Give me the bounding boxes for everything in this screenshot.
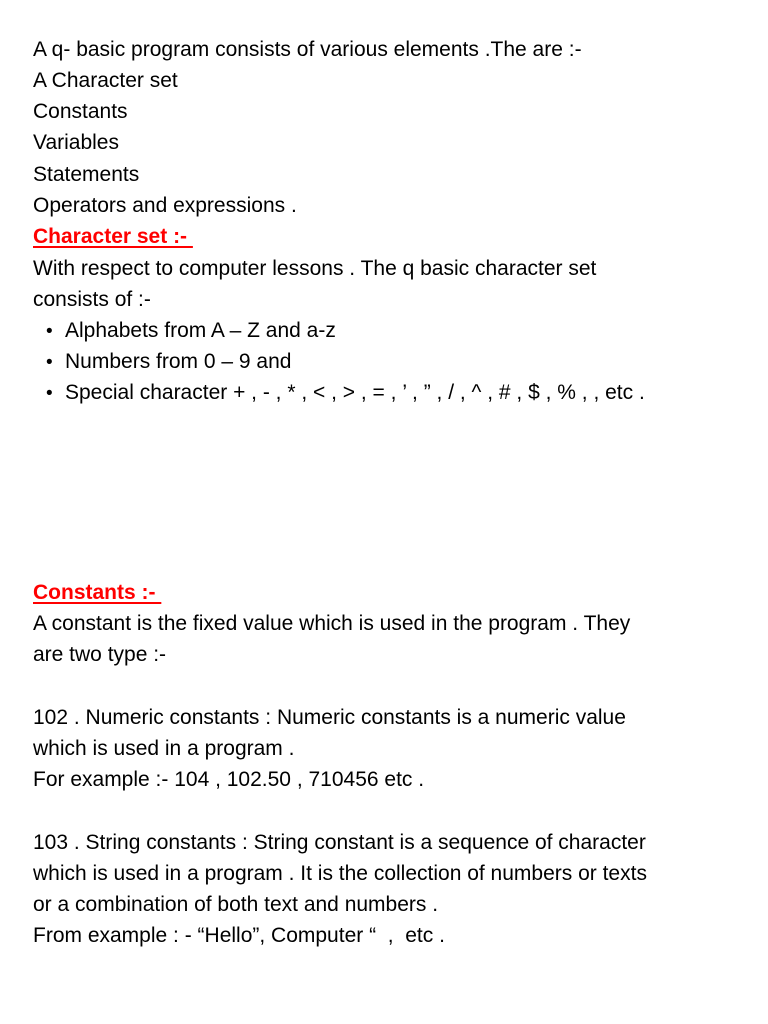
string-constants-line-3: or a combination of both text and numbers . [33, 893, 439, 916]
string-constants-line-1: 103 . String constants : String constant is a sequence of character [33, 831, 646, 854]
element-item-character-set: A Character set [33, 69, 178, 92]
bullet-item-numbers [46, 349, 291, 376]
character-set-text-line-2: consists of :- [33, 288, 151, 311]
element-item-operators: Operators and expressions . [33, 194, 297, 217]
character-set-text-line-1: With respect to computer lessons . The q basic character set [33, 257, 597, 280]
element-item-constants: Constants [33, 100, 128, 123]
bullet-item-special-characters [46, 380, 645, 407]
numeric-constants-example: For example :- 104 , 102.50 , 710456 etc . [33, 768, 425, 791]
character-set-heading: Character set :- [33, 225, 193, 248]
element-item-variables: Variables [33, 131, 119, 154]
bullet-item-alphabets [46, 318, 336, 345]
constants-heading: Constants :- [33, 581, 162, 604]
string-constants-example: From example : - “Hello”, Computer “ , etc . [33, 924, 445, 947]
bullet-text: Special character + , - , * , < , > , = , ’ , ” , / , ^ , # , $ , % , , etc . [65, 381, 645, 404]
constants-text-line-1: A constant is the fixed value which is used in the program . They [33, 612, 631, 635]
string-constants-line-2: which is used in a program . It is the collection of numbers or texts [33, 862, 647, 885]
bullet-icon: • [46, 321, 53, 342]
bullet-icon: • [46, 352, 53, 373]
numeric-constants-line-2: which is used in a program . [33, 737, 295, 760]
element-item-statements: Statements [33, 163, 140, 186]
bullet-text: Numbers from 0 – 9 and [65, 350, 292, 373]
constants-text-line-2: are two type :- [33, 643, 167, 666]
intro-line: A q- basic program consists of various elements .The are :- [33, 38, 582, 61]
bullet-icon: • [46, 383, 53, 404]
numeric-constants-line-1: 102 . Numeric constants : Numeric constants is a numeric value [33, 706, 626, 729]
bullet-text: Alphabets from A – Z and a-z [65, 319, 336, 342]
